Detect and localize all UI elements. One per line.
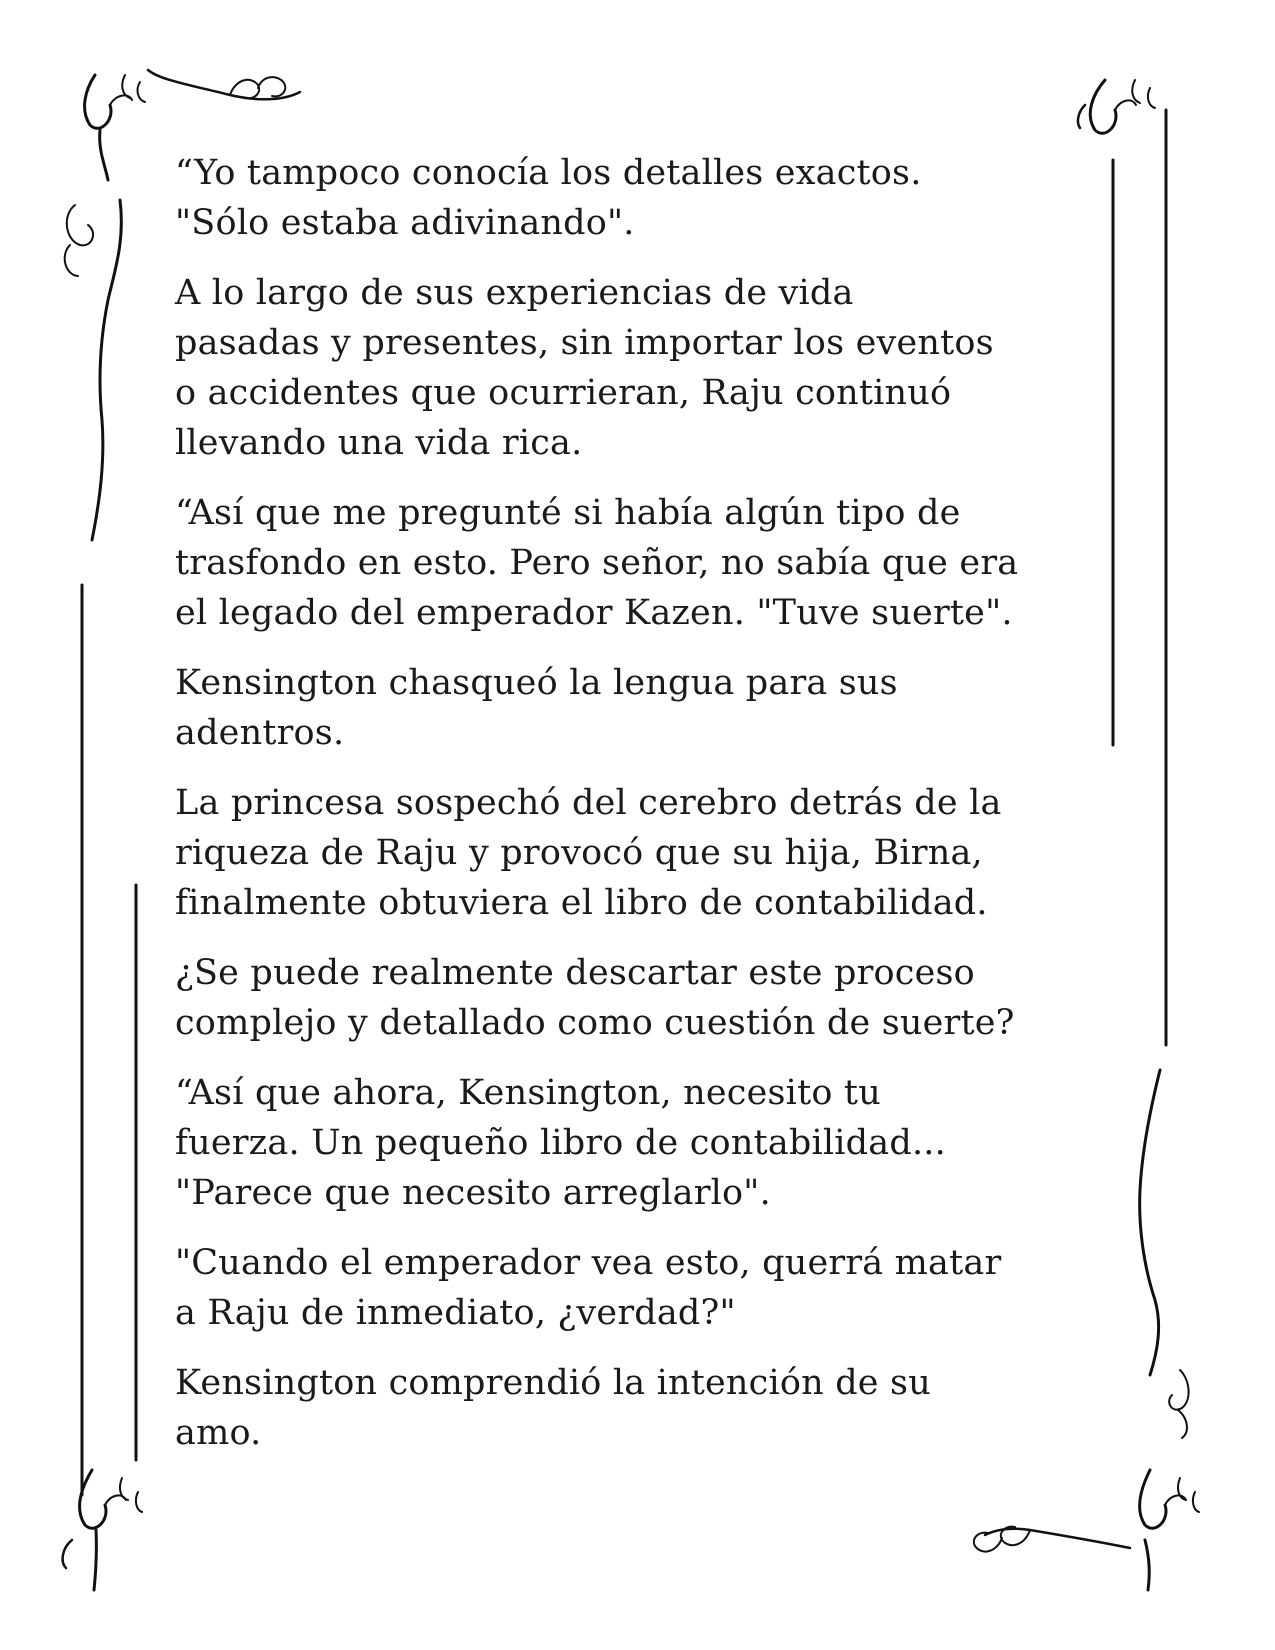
paragraph-1: “Yo tampoco conocía los detalles exactos. "Sólo estaba adivinando". — [175, 153, 922, 243]
top-right-flourish-icon — [1078, 80, 1155, 133]
paragraph-8: "Cuando el emperador vea esto, querrá matar a Raju de inmediato, ¿verdad?" — [175, 1243, 1002, 1333]
paragraph-7: “Así que ahora, Kensington, necesito tu fuerza. Un pequeño libro de contabilidad... "Parece que necesito arreglarlo". — [175, 1073, 946, 1213]
bottom-left-flourish-icon — [63, 1470, 142, 1590]
paragraph-9: Kensington comprendió la intención de su amo. — [175, 1363, 931, 1453]
text-column — [175, 148, 1080, 1478]
paragraph-4: Kensington chasqueó la lengua para sus adentros. — [175, 663, 898, 753]
paragraph-3: “Así que me pregunté si había algún tipo de trasfondo en esto. Pero señor, no sabía que era el legado del emperador Kazen. "Tuve suerte". — [175, 493, 1019, 633]
paragraph-5: La princesa sospechó del cerebro detrás de la riqueza de Raju y provocó que su hija, Birna, finalmente obtuviera el libro de contabilidad. — [175, 783, 1002, 923]
paragraph-6: ¿Se puede realmente descartar este proceso complejo y detallado como cuestión de suerte? — [175, 953, 1015, 1043]
paragraph-2: A lo largo de sus experiencias de vida pasadas y presentes, sin importar los eventos o accidentes que ocurrieran, Raju continuó llevando una vida rica. — [175, 273, 994, 463]
